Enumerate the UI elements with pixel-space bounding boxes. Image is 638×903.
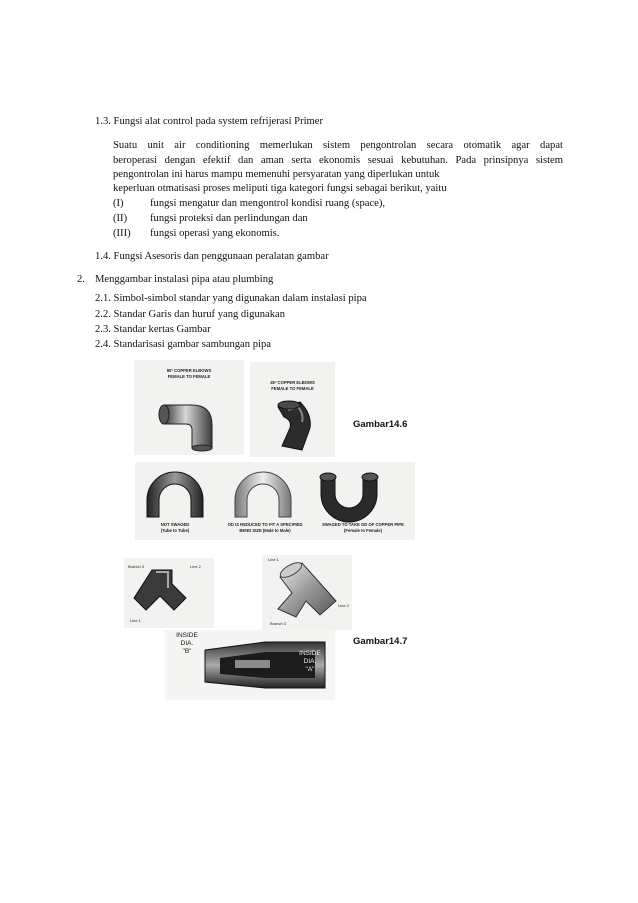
u-bend-2-subcaption: BEND SIZE (Male to Male) [239,528,291,533]
elbow-90-subcaption: FEMALE TO FEMALE [167,374,211,379]
tee-2-line2-label: Line 2 [338,603,349,608]
elbow-45-photo [250,362,335,457]
tee-1-photo [124,558,214,628]
inside-dia-a-label-2: DIA. [303,658,317,665]
u-bend-3-caption: SWAGED TO TAKE OD OF COPPER PIPE [322,522,404,527]
reducer-photo [165,630,335,700]
figure-label-14-6: Gambar14.6 [353,419,408,430]
tee-1-line1-label: Line 1 [130,618,141,623]
u-bends-photo [135,462,415,540]
section-title: Fungsi Asesoris dan penggunaan peralatan gambar [113,251,329,262]
elbow-45-subcaption: FEMALE TO FEMALE [271,386,314,391]
list-item-text: fungsi mengatur dan mengontrol kondisi ruang (space), [150,198,386,209]
tee-1-branch-label: Branch 3 [128,564,145,569]
tee-2-icon [262,555,352,630]
tee-2-photo [262,555,352,630]
figure-label-14-7: Gambar14.7 [353,636,408,647]
list-item-text: fungsi proteksi dan perlindungan dan [150,213,308,224]
section-2-number: 2. [77,274,85,285]
subsection-text: Simbol-simbol standar yang digunakan dalam instalasi pipa [113,293,367,304]
subsection-number: 2.1. [95,293,111,304]
inside-dia-b-label-1: INSIDE [176,632,198,639]
inside-dia-a-label-3: "A" [305,666,315,673]
paragraph-line: Suatu unit air conditioning memerlukan sistem pengontrolan secara otomatik agar dapat [113,140,563,151]
inside-dia-a-label-1: INSIDE [299,650,321,657]
section-number: 1.4. [95,251,111,262]
subsection-text: Standar Garis dan huruf yang digunakan [113,309,286,320]
list-item-number: (I) [113,198,124,209]
section-1-4-heading [95,250,329,264]
u-bend-1-subcaption: (Tube to Tube) [160,528,190,533]
list-item-number: (III) [113,228,131,239]
inside-dia-b-label-3: "B" [182,648,192,655]
subsection-number: 2.4. [95,339,111,350]
u-bend-3-subcaption: (Female to Female) [344,528,382,533]
elbow-90-caption: 90º COPPER ELBOWS [166,368,212,373]
elbow-45-caption: 45º COPPER ELBOWS [270,380,315,385]
subsection-text: Standar kertas Gambar [113,324,211,335]
u-bend-2-caption: OD IS REDUCED TO FIT A SPECIFIED [227,522,303,527]
list-item-text: fungsi operasi yang ekonomis. [150,228,280,239]
elbow-45-icon [250,362,335,457]
section-number: 1.3. [95,116,111,127]
inside-dia-b-label-2: DIA. [180,640,194,647]
elbow-90-photo [134,360,244,455]
subsection-item [95,308,285,322]
subsection-item [95,292,367,306]
tee-1-line2-label: Line 2 [190,564,201,569]
tee-2-branch-label: Branch 3 [270,621,287,626]
section-2-title: Menggambar instalasi pipa atau plumbing [95,274,274,285]
section-1-3-heading [95,115,323,129]
subsection-number: 2.3. [95,324,111,335]
section-title: Fungsi alat control pada system refrijerasi Primer [113,116,324,127]
subsection-text: Standarisasi gambar sambungan pipa [113,339,271,350]
paragraph-line: keperluan otmatisasi proses meliputi tiga kategori fungsi sebagai berikut, yaitu [113,183,447,194]
list-item-number: (II) [113,213,128,224]
subsection-item [95,323,211,337]
u-bend-1-caption: NOT SWAGED [160,522,190,527]
subsection-item [95,338,271,352]
tee-2-line1-label: Line 1 [268,557,279,562]
paragraph-line: beroperasi dengan efektif dan aman serta ekonomis sesuai kebutuhan. Pada prinsipnya sistem [113,155,563,166]
paragraph-line: pengontrolan ini harus mampu memenuhi persyaratan yang diperlukan untuk [113,169,440,180]
subsection-number: 2.2. [95,309,111,320]
